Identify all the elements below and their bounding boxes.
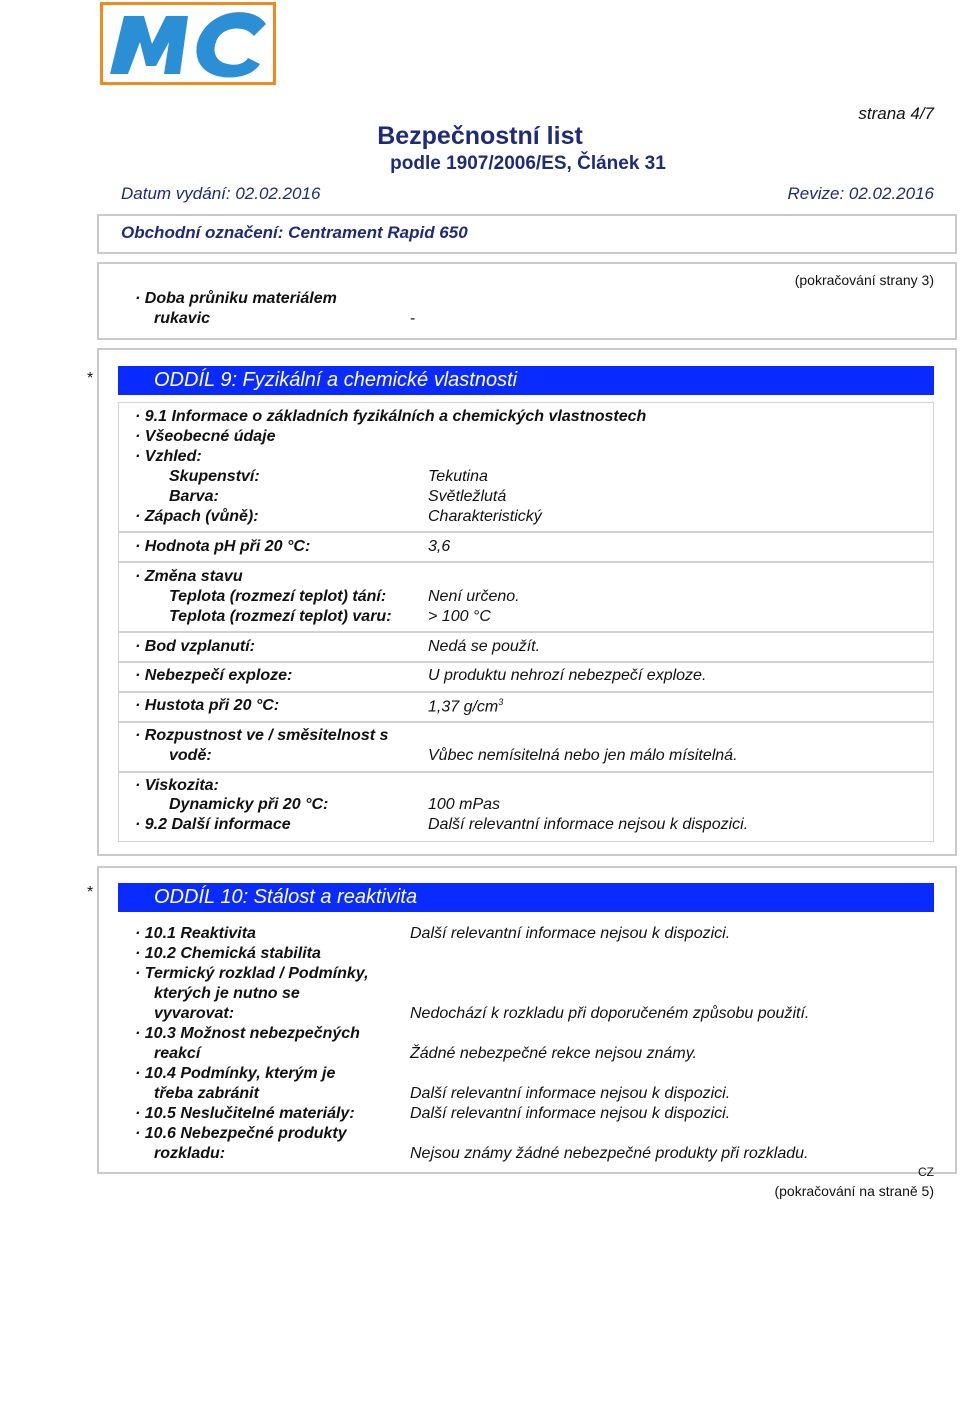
s9-solubility-value: Vůbec nemísitelná nebo jen málo mísitelná. bbox=[428, 747, 738, 764]
s9-explosion-value: U produktu nehrozí nebezpečí exploze. bbox=[428, 667, 707, 684]
s9-flash-value: Nedá se použít. bbox=[428, 638, 541, 655]
s9-appearance: · Vzhled: bbox=[135, 448, 202, 465]
s10-103-label-2: reakcí bbox=[154, 1045, 201, 1062]
s9-92-value: Další relevantní informace nejsou k dispozici. bbox=[428, 816, 749, 833]
s10-106-value: Nejsou známy žádné nebezpečné produkty při rozkladu. bbox=[410, 1145, 809, 1162]
s9-form-label: Skupenství: bbox=[169, 468, 260, 485]
section10-title: ODDÍL 10: Stálost a reaktivita bbox=[154, 886, 418, 908]
s9-dynamic-value: 100 mPas bbox=[428, 796, 501, 813]
s9-density-sup: 3 bbox=[498, 697, 504, 707]
s9-odour-label: · Zápach (vůně): bbox=[135, 508, 259, 525]
s9-odour-value: Charakteristický bbox=[428, 508, 542, 525]
s9-solubility-label-2: vodě: bbox=[169, 747, 212, 764]
s9-ph-value: 3,6 bbox=[428, 538, 451, 555]
s10-thermal-label-1: · Termický rozklad / Podmínky, bbox=[135, 965, 369, 982]
s9-colour-label: Barva: bbox=[169, 488, 219, 505]
company-logo bbox=[100, 2, 276, 85]
glove-value: - bbox=[410, 310, 416, 327]
issue-date: Datum vydání: 02.02.2016 bbox=[121, 184, 321, 203]
s9-melting-label: Teplota (rozmezí teplot) tání: bbox=[169, 588, 387, 605]
s10-thermal-label-2: kterých je nutno se bbox=[154, 985, 300, 1002]
glove-label-1: · Doba průniku materiálem bbox=[135, 290, 337, 307]
page-number: strana 4/7 bbox=[858, 104, 934, 123]
s10-101-label: · 10.1 Reaktivita bbox=[135, 925, 256, 942]
section9-star: * bbox=[87, 370, 94, 387]
s9-ph-label: · Hodnota pH při 20 °C: bbox=[135, 538, 311, 555]
s10-103-label-1: · 10.3 Možnost nebezpečných bbox=[135, 1025, 360, 1042]
s10-105-value: Další relevantní informace nejsou k dispozici. bbox=[410, 1105, 731, 1122]
section9-header-bar bbox=[118, 366, 934, 395]
s10-104-label-1: · 10.4 Podmínky, kterým je bbox=[135, 1065, 336, 1082]
s10-106-label-1: · 10.6 Nebezpečné produkty bbox=[135, 1125, 347, 1142]
glove-label-2: rukavic bbox=[154, 310, 211, 327]
mc-logo-graphic bbox=[100, 2, 276, 85]
s9-boiling-value: > 100 °C bbox=[428, 608, 491, 625]
s9-colour-value: Světležlutá bbox=[428, 488, 507, 505]
continued-to: (pokračování na straně 5) bbox=[774, 1183, 934, 1199]
s10-104-value: Další relevantní informace nejsou k dispozici. bbox=[410, 1085, 731, 1102]
document-subtitle: podle 1907/2006/ES, Článek 31 bbox=[390, 153, 666, 174]
s9-density-value bbox=[428, 697, 503, 716]
s9-melting-value: Není určeno. bbox=[428, 588, 520, 605]
s9-91: · 9.1 Informace o základních fyzikálních a chemických vlastnostech bbox=[135, 408, 647, 425]
s10-105-label: · 10.5 Neslučitelné materiály: bbox=[135, 1105, 355, 1122]
s10-104-label-2: třeba zabránit bbox=[154, 1085, 259, 1102]
s9-density-number: 1,37 g/cm bbox=[428, 698, 499, 716]
revision-date: Revize: 02.02.2016 bbox=[787, 184, 934, 203]
section10-star: * bbox=[87, 884, 94, 901]
s9-solubility-label-1: · Rozpustnost ve / směsitelnost s bbox=[135, 727, 389, 744]
s10-thermal-label-3: vyvarovat: bbox=[154, 1005, 235, 1022]
s10-106-label-2: rozkladu: bbox=[154, 1145, 226, 1162]
s9-general: · Všeobecné údaje bbox=[135, 428, 276, 445]
document-title: Bezpečnostní list bbox=[377, 122, 583, 150]
s9-explosion-label: · Nebezpečí exploze: bbox=[135, 667, 293, 684]
s10-102-label: · 10.2 Chemická stabilita bbox=[135, 945, 321, 962]
s9-dynamic-label: Dynamicky při 20 °C: bbox=[169, 796, 329, 813]
s10-103-value: Žádné nebezpečné rekce nejsou známy. bbox=[410, 1045, 697, 1062]
s9-density-label: · Hustota při 20 °C: bbox=[135, 697, 280, 714]
s9-92-label: · 9.2 Další informace bbox=[135, 816, 291, 833]
language-code: CZ bbox=[918, 1165, 934, 1179]
s9-change: · Změna stavu bbox=[135, 568, 243, 585]
s9-flash-label: · Bod vzplanutí: bbox=[135, 638, 255, 655]
s10-thermal-value: Nedochází k rozkladu při doporučeném způsobu použití. bbox=[410, 1005, 810, 1022]
continued-from: (pokračování strany 3) bbox=[794, 272, 934, 288]
section9-title: ODDÍL 9: Fyzikální a chemické vlastnosti bbox=[154, 369, 518, 391]
s9-form-value: Tekutina bbox=[428, 468, 488, 485]
s9-viscosity: · Viskozita: bbox=[135, 777, 219, 794]
section10-header-bar bbox=[118, 883, 934, 912]
trade-name: Obchodní označení: Centrament Rapid 650 bbox=[121, 223, 468, 242]
s10-101-value: Další relevantní informace nejsou k dispozici. bbox=[410, 925, 731, 942]
s9-boiling-label: Teplota (rozmezí teplot) varu: bbox=[169, 608, 392, 625]
